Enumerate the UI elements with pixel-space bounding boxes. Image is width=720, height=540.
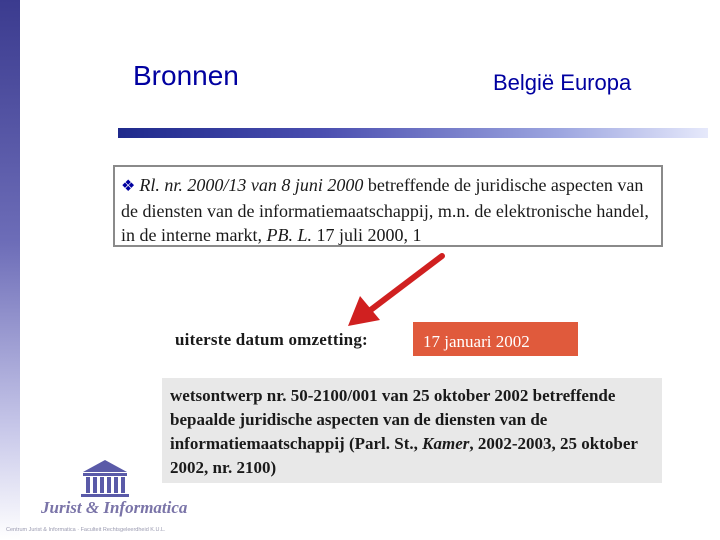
footer-text: Centrum Jurist & Informatica · Faculteit Rechtsgeleerdheid K.U.L. [6,527,166,533]
bill-box [162,378,662,483]
bill-text-end: , 2002-2003, 25 oktober 2002, nr. 2100) [170,434,638,477]
slide-title: Bronnen [133,60,239,91]
title-divider [118,128,708,138]
courthouse-icon [35,450,215,530]
slide-subtitle: België Europa [493,70,632,95]
left-gradient-strip [0,0,20,540]
directive-box [113,165,663,247]
deadline-date-badge [413,322,578,356]
journal-date: 17 juli 2000, 1 [316,225,422,245]
diamond-bullet-icon: ❖ [121,178,136,195]
bill-text: wetsontwerp nr. 50-2100/001 van 25 oktober 2002 betreffende bepaalde juridische aspecten van de diensten van de informatiemaatschappij (Parl. St., [170,386,616,453]
deadline-label: uiterste datum omzetting: [175,330,368,349]
directive-description: betreffende de juridische aspecten van de diensten van de informatiemaatschappij, m.n. de elektronische handel, in de interne markt, [121,175,649,245]
journal-abbreviation: PB. L. [266,225,312,245]
directive-reference: Rl. nr. 2000/13 van 8 juni 2000 [139,175,364,195]
bill-chamber: Kamer [422,434,470,453]
logo-text: Jurist & Informatica [41,498,188,517]
arrow-icon [338,250,448,330]
deadline-date: 17 januari 2002 [423,332,530,352]
